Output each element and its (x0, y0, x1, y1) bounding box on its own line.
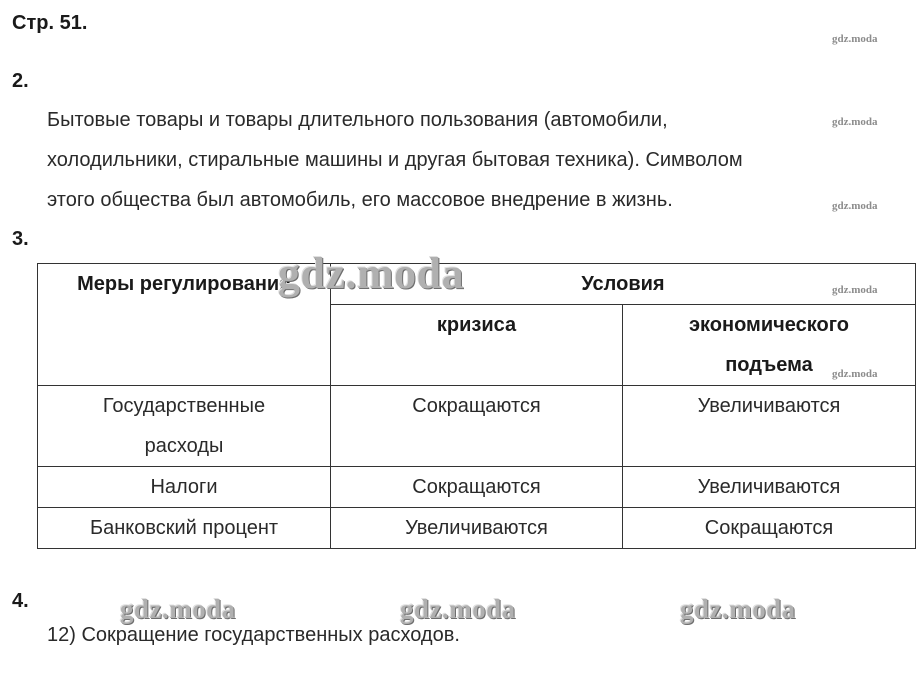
task-2-number: 2. (12, 70, 29, 92)
watermark: gdz.moda (832, 368, 878, 380)
measure-cell: Налоги (38, 467, 331, 508)
watermark: gdz.moda (832, 33, 878, 45)
header-growth-line: подъема (725, 354, 813, 376)
header-measures: Меры регулирования (38, 264, 331, 386)
task-2-line: холодильники, стиральные машины и другая бытовая техника). Символом (47, 149, 743, 171)
watermark-large: gdz.moda (680, 594, 796, 624)
growth-cell: Сокращаются (623, 508, 916, 549)
table-row (38, 386, 916, 467)
task-2-line: этого общества был автомобиль, его массовое внедрение в жизнь. (47, 189, 673, 211)
measure-cell: Банковский процент (38, 508, 331, 549)
task-4-answer: 12) Сокращение государственных расходов. (47, 624, 460, 646)
task-2-text (47, 100, 837, 220)
growth-cell: Увеличиваются (623, 467, 916, 508)
measure-line: Государственные (102, 395, 266, 417)
task-4-number: 4. (12, 590, 29, 612)
regulation-table (37, 263, 916, 549)
task-2-line: Бытовые товары и товары длительного пользования (автомобили, (47, 109, 668, 131)
measure-line: расходы (144, 435, 224, 457)
crisis-cell: Сокращаются (331, 386, 623, 467)
measure-cell (38, 386, 331, 467)
header-growth-line: экономического (689, 314, 849, 336)
watermark: gdz.moda (832, 116, 878, 128)
watermark-large: gdz.moda (400, 594, 516, 624)
growth-cell: Увеличиваются (623, 386, 916, 467)
table-row (38, 467, 916, 508)
header-crisis: кризиса (331, 305, 623, 386)
watermark-large: gdz.moda (120, 594, 236, 624)
watermark: gdz.moda (832, 200, 878, 212)
crisis-cell: Сокращаются (331, 467, 623, 508)
watermark: gdz.moda (832, 284, 878, 296)
table-row (38, 508, 916, 549)
task-3-number: 3. (12, 228, 29, 250)
page-title: Стр. 51. (12, 12, 88, 34)
header-conditions: Условия (331, 264, 916, 305)
watermark-large: gdz.moda (278, 249, 465, 298)
crisis-cell: Увеличиваются (331, 508, 623, 549)
table-header-row (38, 264, 916, 305)
